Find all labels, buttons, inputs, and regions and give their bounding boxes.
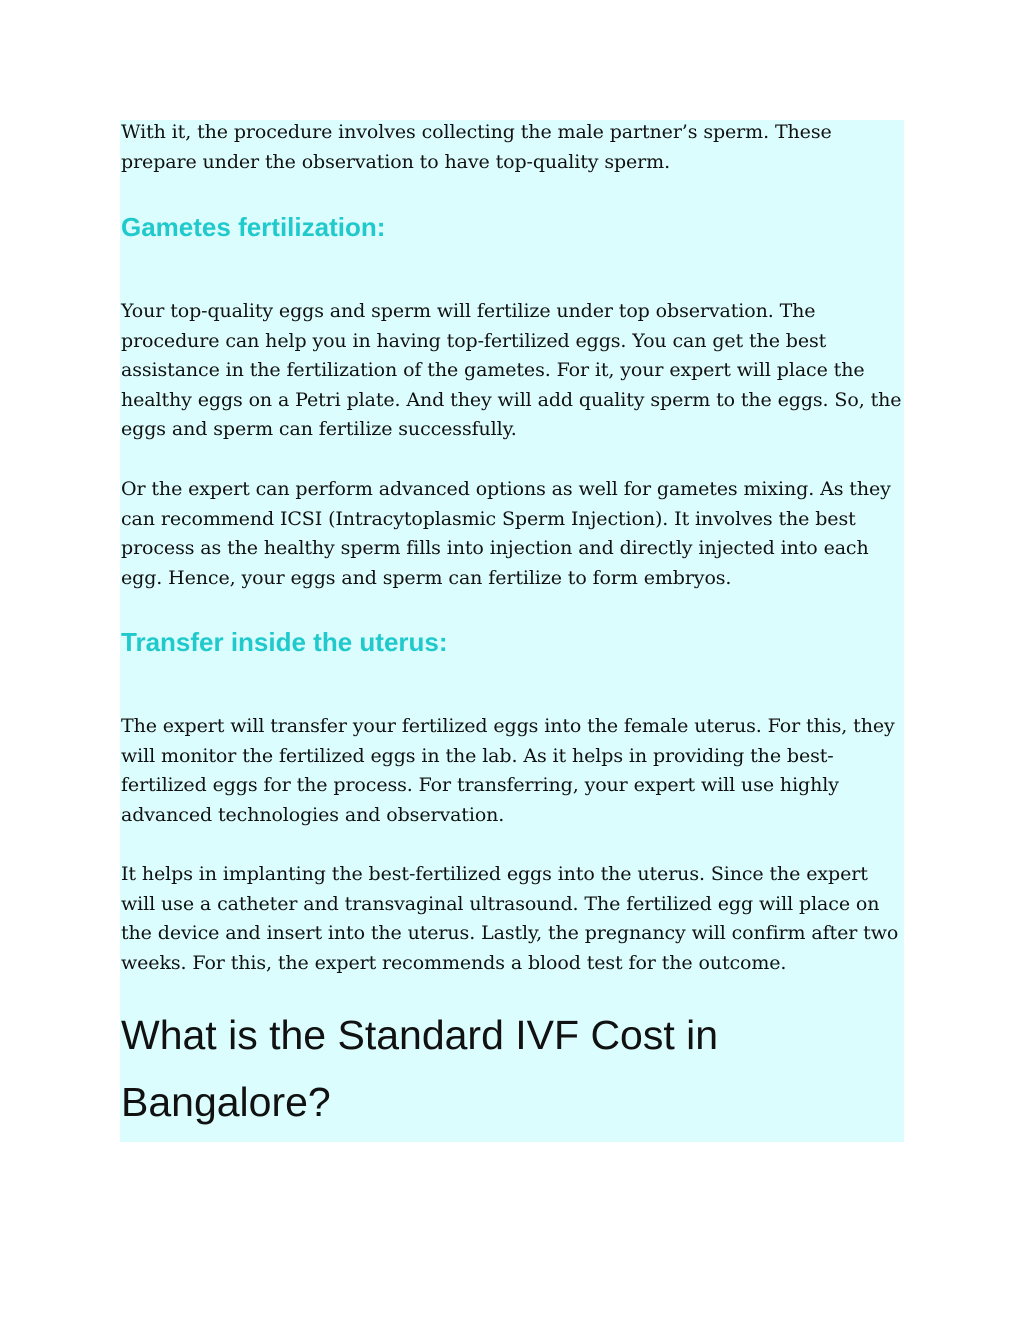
paragraph-implanting: It helps in implanting the best-fertilized eggs into the uterus. Since the expert will use a catheter and transvaginal ultrasound. The fertilized egg will place on the device and insert into the uterus. Lastly, the pregnancy will confirm after two weeks. For this, the expert recommends a blood test for the outcome. (121, 863, 899, 974)
content-block (120, 120, 904, 1142)
paragraph-transfer: The expert will transfer your fertilized eggs into the female uterus. For this, they will monitor the fertilized eggs in the lab. As it helps in providing the best-fertilized eggs for the process. For transferring, your expert will use highly advanced technologies and observation. (121, 715, 895, 826)
heading-gametes-fertilization: Gametes fertilization: (121, 212, 386, 242)
heading-transfer-uterus: Transfer inside the uterus: (121, 627, 448, 657)
paragraph-sperm-collection: With it, the procedure involves collecting the male partner’s sperm. These prepare under the observation to have top-quality sperm. (121, 121, 832, 173)
paragraph-fertilization: Your top-quality eggs and sperm will fertilize under top observation. The procedure can help you in having top-fertilized eggs. You can get the best assistance in the fertilization of the gametes. For it, your expert will place the healthy eggs on a Petri plate. And they will add quality sperm to the eggs. So, the eggs and sperm can fertilize successfully. (121, 300, 902, 441)
paragraph-icsi: Or the expert can perform advanced options as well for gametes mixing. As they can recommend ICSI (Intracytoplasmic Sperm Injection). It involves the best process as the healthy sperm fills into injection and directly injected into each egg. Hence, your eggs and sperm can fertilize to form embryos. (121, 478, 891, 589)
heading-ivf-cost: What is the Standard IVF Cost in Bangalore? (121, 1012, 719, 1125)
